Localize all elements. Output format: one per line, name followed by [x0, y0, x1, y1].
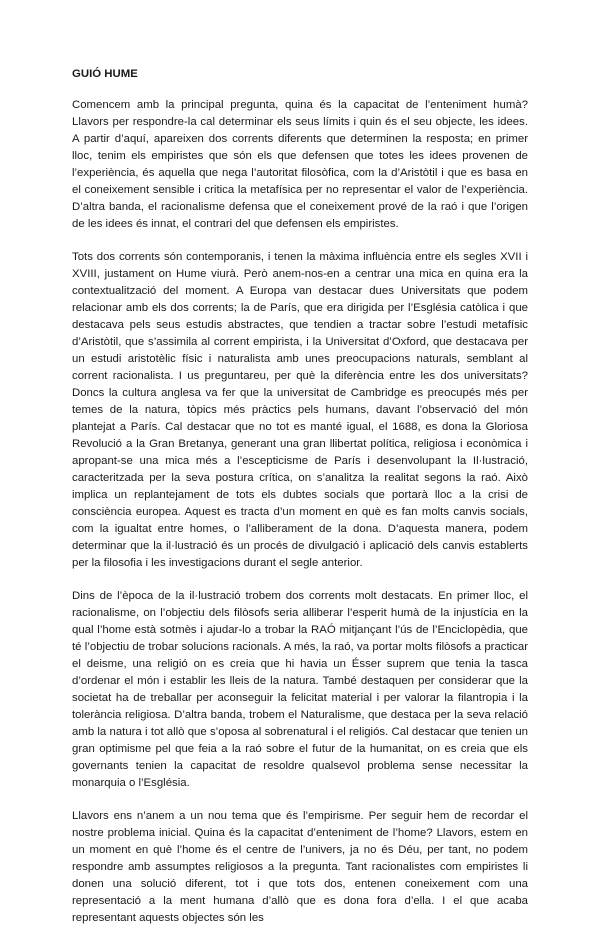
paragraph-1: Comencem amb la principal pregunta, quina és la capacitat de l’enteniment humà? Llavors per respondre-la cal determinar els seus límits i quin és el seu objecte, les idees. A partir d’aquí, apareixen dos corrents diferents que determinen la resposta; en primer lloc, tenim els empiristes que són els que defensen que totes les idees provenen de l’experiència, és aquella que nega l’autoritat filosòfica, com la d’Aristòtil i que es basa en el coneixement sensible i critica la metafísica per no representar el valor de l’experiència. D’altra banda, el racionalisme defensa que el coneixement prové de la raó i que l’origen de les idees és innat, el contrari del que defensen els empiristes. [72, 99, 528, 230]
paragraph-4: Llavors ens n’anem a un nou tema que és l’empirisme. Per seguir hem de recordar el nostre problema inicial. Quina és la capacitat d’enteniment de l’home? Llavors, estem en un moment en què l’home és el centre de l’univers, ja no és Déu, per tant, no podem respondre amb assumptes religiosos a la pregunta. Tant racionalistes com empiristes li donen una solució diferent, tot i que tots dos, entenen coneixement com una representació a la ment humana d’allò que es dona fora d’ella. I el que acaba representant aquests objectes són les [72, 810, 528, 924]
paragraph-3: Dins de l’època de la il·lustració trobem dos corrents molt destacats. En primer lloc, el racionalisme, on l’objectiu dels filòsofs seria alliberar l’esperit humà de la injustícia en la qual l’home està sotmès i ajudar-lo a trobar la RAÓ mitjançant l’ús de l’Enciclopèdia, que té l’objectiu de trobar solucions racionals. A més, la raó, va portar molts filòsofs a practicar el deisme, una religió on es creia que hi havia un Ésser suprem que tenia la tasca d’ordenar el món i establir les lleis de la natura. També destaquen per considerar que la societat ha de treballar per aconseguir la felicitat material i per valorar la filantropia i la tolerància religiosa. D’altra banda, trobem el Naturalisme, que destaca per la seva relació amb la natura i tot allò que s’oposa al sobrenatural i el religiós. Cal destacar que tenien un gran optimisme pel que feia a la raó sobre el futur de la humanitat, on es creia que els governants tenien la capacitat de resoldre qualsevol problema sense necessitar la monarquia o l’Església. [72, 590, 528, 789]
document-page [72, 66, 528, 927]
document-title: GUIÓ HUME [72, 68, 138, 80]
paragraph-2: Tots dos corrents són contemporanis, i tenen la màxima influència entre els segles XVII i XVIII, justament on Hume viurà. Però anem-nos-en a centrar una mica en quina era la contextualització del moment. A Europa van destacar dues Universitats que podem relacionar amb els dos corrents; la de París, que era dirigida per l’Església catòlica i que destacava pels seus estudis abstractes, que tendien a tractar sobre l’estudi metafísic d’Aristòtil, que s’assimila al corrent empirista, i la Universitat d’Oxford, que destacava per un estudi aristotèlic físic i naturalista amb unes preocupacions naturals, semblant al corrent racionalista. I us preguntareu, per què la diferència entre les dos universitats? Doncs la cultura anglesa va fer que la universitat de Cambridge es preocupés més per temes de la natura, tòpics més pràctics pels humans, davant l’observació del món plantejat a París. Cal destacar que no tot es manté igual, el 1688, es dona la Gloriosa Revolució a la Gran Bretanya, generant una gran llibertat política, religiosa i econòmica i apropant-se una mica més a l’escepticisme de París i desenvolupant la Il·lustració, caracteritzada per la seva postura crítica, on s’analitza la realitat segons la raó. Això implica un replantejament de tots els dubtes socials que portarà lloc a la crisi de consciència europea. Aquest es tracta d’un moment en què es fan molts canvis socials, com la igualtat entre homes, o l’alliberament de la dona. D’aquesta manera, podem determinar que la il·lustració és un procés de divulgació i aplicació dels canvis establerts per la filosofia i les investigacions durant el segle anterior. [72, 251, 528, 569]
